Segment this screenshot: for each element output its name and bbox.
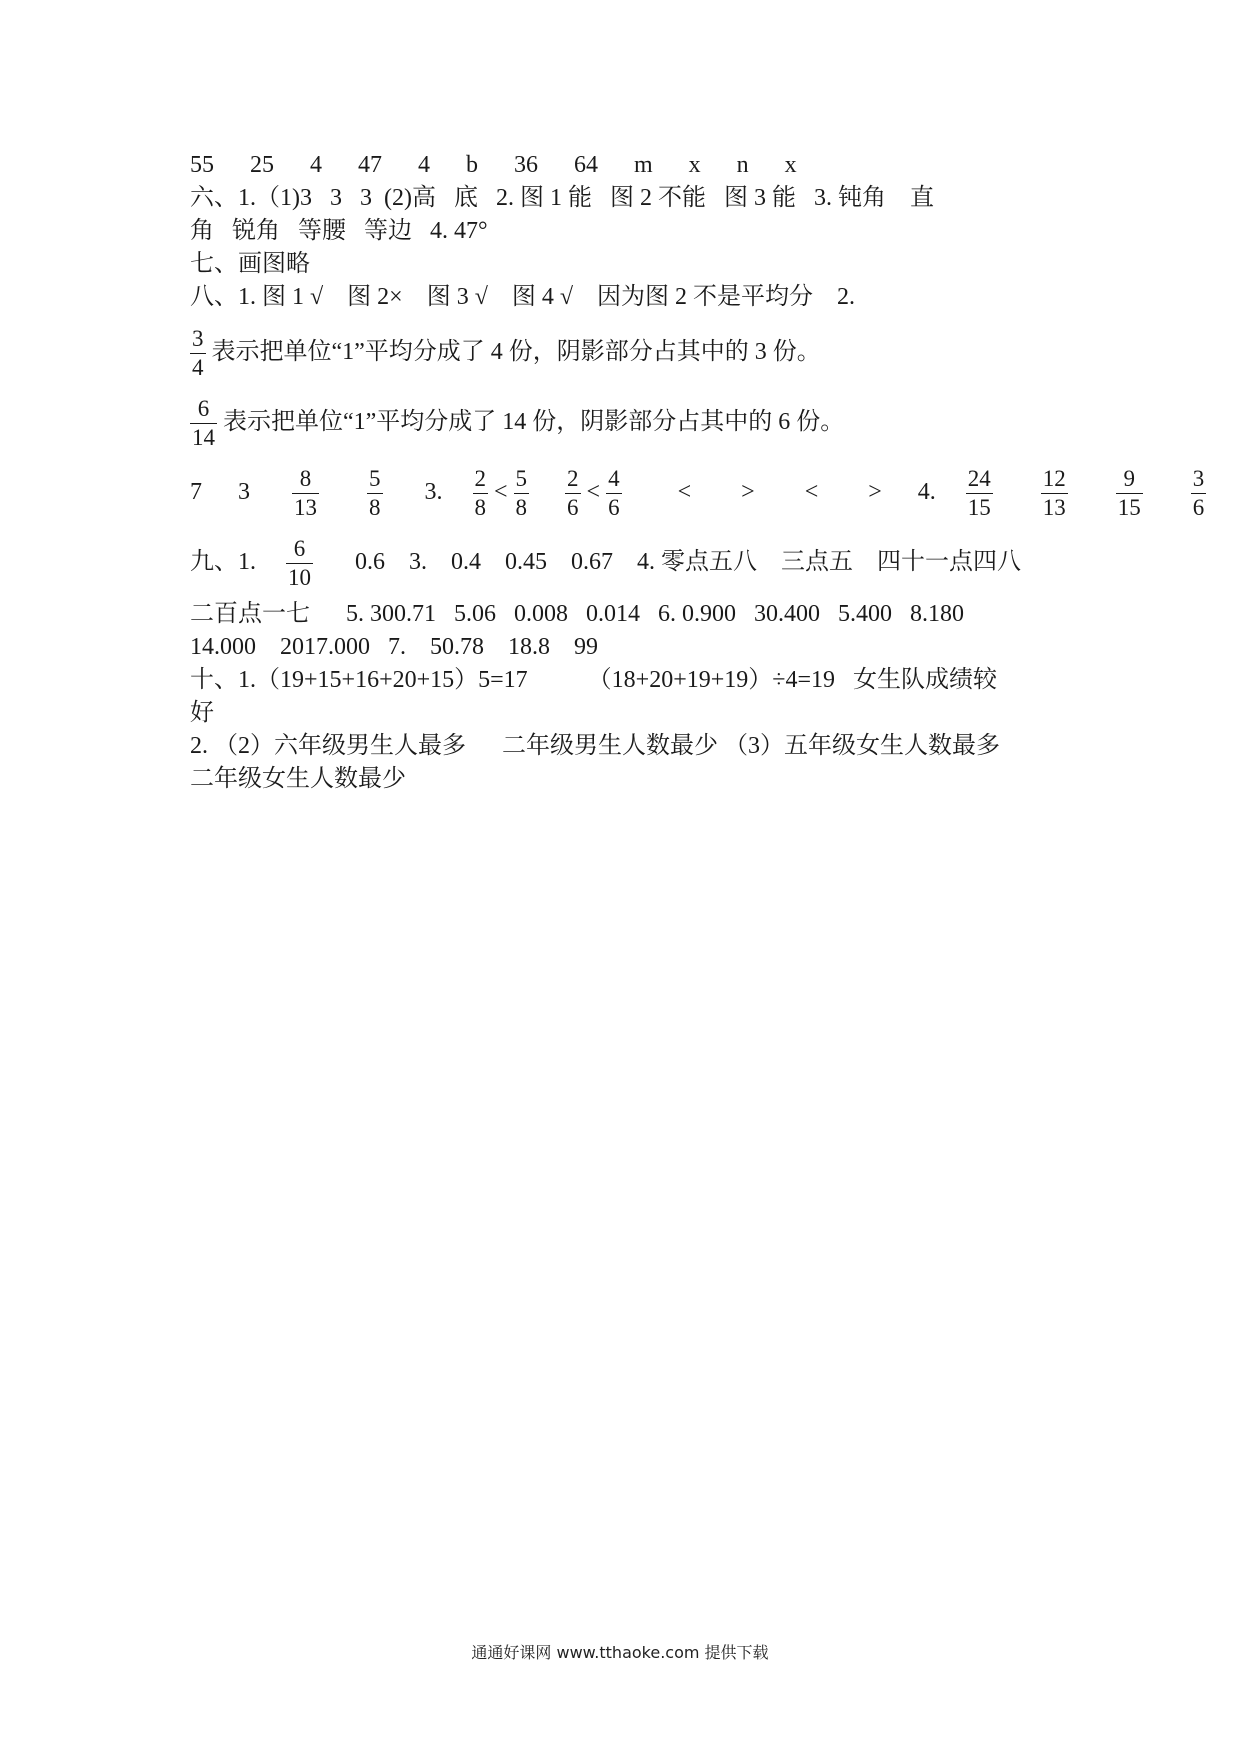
fraction-explanation-text: 表示把单位“1”平均分成了 4 份，阴影部分占其中的 3 份。 — [211, 339, 821, 365]
fraction-numerator: 6 — [293, 535, 306, 561]
answer-line-12: 十、1.（19+15+16+20+15）5=17 （18+20+19+19）÷4=19 女生队成绩较 — [190, 667, 997, 693]
question-number: 3. — [424, 479, 443, 505]
answer-line-5: 八、1. 图 1 √ 图 2× 图 3 √ 图 4 √ 因为图 2 不是平均分 2. — [190, 284, 856, 310]
fraction-numerator: 5 — [369, 465, 381, 491]
fraction-denominator: 6 — [567, 494, 579, 520]
fraction-explanation-1 — [190, 321, 1070, 383]
answer-line-8 — [190, 461, 1205, 523]
answer-value: m — [634, 152, 653, 178]
fraction — [190, 395, 217, 452]
fraction — [606, 465, 622, 522]
fraction — [1191, 465, 1207, 522]
answer-value: 25 — [250, 152, 274, 178]
fraction — [565, 465, 581, 522]
fraction — [514, 465, 530, 522]
answer-line-10: 二百点一七 5. 300.71 5.06 0.008 0.014 6. 0.900 30.400 5.400 8.180 — [190, 601, 964, 627]
answer-value: 7 — [190, 479, 202, 505]
answer-value: 64 — [574, 152, 598, 178]
fraction-numerator: 3 — [192, 325, 204, 351]
fraction-numerator: 12 — [1042, 465, 1066, 491]
fraction-denominator: 6 — [1192, 494, 1205, 520]
answer-content — [190, 150, 1205, 797]
answer-line-14: 2. （2）六年级男生人最多 二年级男生人数最少 （3）五年级女生人数最多 — [190, 733, 1000, 759]
fraction-denominator: 4 — [192, 354, 204, 380]
fraction-explanation-text: 表示把单位“1”平均分成了 14 份，阴影部分占其中的 6 份。 — [223, 409, 845, 435]
fraction-numerator: 3 — [1192, 465, 1205, 491]
fraction-numerator: 5 — [515, 465, 528, 491]
fraction — [286, 535, 313, 592]
fraction-numerator: 4 — [608, 465, 620, 491]
answer-value: x — [688, 152, 701, 178]
answer-line-4: 七、画图略 — [190, 251, 310, 277]
answer-line-13: 好 — [190, 700, 214, 726]
fraction-denominator: 10 — [288, 564, 311, 590]
answer-line-3: 角 锐角 等腰 等边 4. 47° — [190, 218, 488, 244]
comparison-sign: < — [494, 479, 508, 505]
fraction — [1041, 465, 1068, 522]
fraction-numerator: 24 — [967, 465, 991, 491]
fraction — [1116, 465, 1143, 522]
fraction-denominator: 8 — [515, 494, 528, 520]
comparison-sign: > — [868, 479, 882, 505]
fraction-numerator: 2 — [474, 465, 486, 491]
fraction-explanation-2 — [190, 391, 1070, 453]
fraction-denominator: 8 — [369, 494, 381, 520]
answer-value: x — [784, 152, 797, 178]
fraction-numerator: 6 — [197, 395, 210, 421]
fraction — [190, 325, 206, 382]
answer-line-11: 14.000 2017.000 7. 50.78 18.8 99 — [190, 634, 598, 660]
fraction-numerator: 9 — [1123, 465, 1136, 491]
fraction — [367, 465, 383, 522]
section-label: 九、1. — [190, 549, 256, 575]
comparison-sign: > — [741, 479, 755, 505]
fraction-numerator: 2 — [567, 465, 579, 491]
answer-line-2: 六、1.（1)3 3 3 (2)高 底 2. 图 1 能 图 2 不能 图 3 能 3. 钝角 直 — [190, 185, 934, 211]
comparison-sign: < — [804, 479, 819, 505]
answer-value: n — [736, 152, 749, 178]
answer-text: 0.6 3. 0.4 0.45 0.67 4. 零点五八 三点五 四十一点四八 — [355, 549, 1021, 575]
answer-value: 3 — [238, 479, 250, 505]
answer-value: 4 — [310, 152, 322, 178]
fraction-denominator: 8 — [474, 494, 486, 520]
question-number: 4. — [917, 479, 936, 505]
page-footer: 通通好课网 www.tthaoke.com 提供下载 — [471, 1643, 769, 1662]
answer-value: 47 — [358, 152, 382, 178]
fraction-denominator: 13 — [1042, 494, 1066, 520]
answer-line-9 — [190, 531, 1070, 593]
answer-value: b — [466, 152, 478, 178]
fraction-denominator: 15 — [1117, 494, 1141, 520]
answer-value: 55 — [190, 152, 214, 178]
answer-value: 4 — [418, 152, 430, 178]
answer-line-1 — [190, 150, 1070, 181]
comparison-sign: < — [677, 479, 692, 505]
comparison-sign: < — [586, 479, 601, 505]
fraction-denominator: 13 — [294, 494, 317, 520]
fraction — [473, 465, 489, 522]
answer-value: 36 — [514, 152, 538, 178]
fraction — [292, 465, 319, 522]
fraction-denominator: 6 — [608, 494, 620, 520]
answer-line-15: 二年级女生人数最少 — [190, 766, 406, 792]
fraction-numerator: 8 — [299, 465, 312, 491]
fraction — [966, 465, 993, 522]
fraction-denominator: 15 — [967, 494, 991, 520]
fraction-denominator: 14 — [192, 424, 215, 450]
